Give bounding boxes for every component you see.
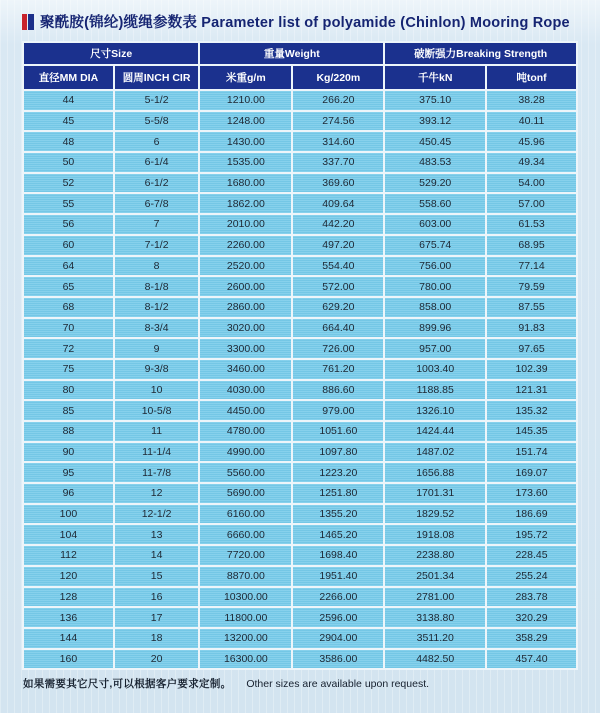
cell: 228.45 — [487, 546, 576, 565]
parameters-table — [22, 41, 578, 670]
cell: 8 — [115, 257, 198, 276]
cell: 369.60 — [293, 174, 383, 193]
cell: 1829.52 — [385, 505, 485, 524]
cell: 780.00 — [385, 277, 485, 296]
cell: 274.56 — [293, 112, 383, 131]
cell: 169.07 — [487, 463, 576, 482]
cell: 1918.08 — [385, 525, 485, 544]
cell: 2010.00 — [200, 215, 291, 234]
table-row — [24, 505, 576, 524]
cell: 97.65 — [487, 339, 576, 358]
table-row — [24, 132, 576, 151]
col-header-circumference: 圆周INCH CIR — [115, 66, 198, 89]
cell: 12-1/2 — [115, 505, 198, 524]
cell: 45 — [24, 112, 113, 131]
cell: 5560.00 — [200, 463, 291, 482]
cell: 979.00 — [293, 401, 383, 420]
table-row — [24, 153, 576, 172]
cell: 1698.40 — [293, 546, 383, 565]
cell: 1680.00 — [200, 174, 291, 193]
cell: 91.83 — [487, 319, 576, 338]
cell: 375.10 — [385, 91, 485, 110]
cell: 2904.00 — [293, 629, 383, 648]
cell: 96 — [24, 484, 113, 503]
cell: 60 — [24, 236, 113, 255]
cell: 186.69 — [487, 505, 576, 524]
table-row — [24, 112, 576, 131]
cell: 1326.10 — [385, 401, 485, 420]
cell: 12 — [115, 484, 198, 503]
cell: 1430.00 — [200, 132, 291, 151]
cell: 11800.00 — [200, 608, 291, 627]
cell: 135.32 — [487, 401, 576, 420]
cell: 16300.00 — [200, 650, 291, 669]
footnote — [23, 676, 578, 691]
cell: 858.00 — [385, 298, 485, 317]
cell: 38.28 — [487, 91, 576, 110]
cell: 55 — [24, 194, 113, 213]
cell: 5-5/8 — [115, 112, 198, 131]
cell: 9-3/8 — [115, 360, 198, 379]
cell: 3300.00 — [200, 339, 291, 358]
col-header-gram-per-meter: 米重g/m — [200, 66, 291, 89]
group-header-size: 尺寸Size — [24, 43, 198, 64]
cell: 15 — [115, 567, 198, 586]
cell: 8870.00 — [200, 567, 291, 586]
cell: 664.40 — [293, 319, 383, 338]
cell: 756.00 — [385, 257, 485, 276]
cell: 358.29 — [487, 629, 576, 648]
cell: 554.40 — [293, 257, 383, 276]
cell: 18 — [115, 629, 198, 648]
cell: 2238.80 — [385, 546, 485, 565]
cell: 1051.60 — [293, 422, 383, 441]
table-row — [24, 319, 576, 338]
cell: 68 — [24, 298, 113, 317]
table-row — [24, 360, 576, 379]
cell: 457.40 — [487, 650, 576, 669]
cell: 9 — [115, 339, 198, 358]
table-header — [24, 43, 576, 89]
cell: 6 — [115, 132, 198, 151]
cell: 675.74 — [385, 236, 485, 255]
cell: 2501.34 — [385, 567, 485, 586]
blue-bar-icon — [28, 14, 34, 30]
table-row — [24, 194, 576, 213]
cell: 2781.00 — [385, 588, 485, 607]
cell: 450.45 — [385, 132, 485, 151]
cell: 1656.88 — [385, 463, 485, 482]
cell: 68.95 — [487, 236, 576, 255]
table-row — [24, 215, 576, 234]
cell: 11-1/4 — [115, 443, 198, 462]
cell: 128 — [24, 588, 113, 607]
cell: 8-1/2 — [115, 298, 198, 317]
table-row — [24, 257, 576, 276]
cell: 16 — [115, 588, 198, 607]
cell: 3586.00 — [293, 650, 383, 669]
cell: 483.53 — [385, 153, 485, 172]
cell: 2260.00 — [200, 236, 291, 255]
cell: 1248.00 — [200, 112, 291, 131]
cell: 10300.00 — [200, 588, 291, 607]
cell: 5-1/2 — [115, 91, 198, 110]
cell: 337.70 — [293, 153, 383, 172]
table-row — [24, 298, 576, 317]
cell: 13200.00 — [200, 629, 291, 648]
cell: 529.20 — [385, 174, 485, 193]
table-body — [24, 91, 576, 668]
page-title — [22, 11, 578, 32]
table-row — [24, 629, 576, 648]
cell: 61.53 — [487, 215, 576, 234]
cell: 151.74 — [487, 443, 576, 462]
cell: 266.20 — [293, 91, 383, 110]
group-header-breaking-strength: 破断强力Breaking Strength — [385, 43, 576, 64]
cell: 629.20 — [293, 298, 383, 317]
cell: 13 — [115, 525, 198, 544]
cell: 2520.00 — [200, 257, 291, 276]
page-title-text: 聚酰胺(锦纶)缆绳参数表 Parameter list of polyamide (Chinlon) Mooring Rope — [40, 15, 570, 31]
cell: 79.59 — [487, 277, 576, 296]
cell: 95 — [24, 463, 113, 482]
cell: 80 — [24, 381, 113, 400]
cell: 90 — [24, 443, 113, 462]
cell: 4780.00 — [200, 422, 291, 441]
cell: 173.60 — [487, 484, 576, 503]
cell: 3460.00 — [200, 360, 291, 379]
group-header-weight: 重量Weight — [200, 43, 383, 64]
cell: 20 — [115, 650, 198, 669]
cell: 48 — [24, 132, 113, 151]
col-header-kg-per-220m: Kg/220m — [293, 66, 383, 89]
cell: 54.00 — [487, 174, 576, 193]
cell: 120 — [24, 567, 113, 586]
cell: 5690.00 — [200, 484, 291, 503]
cell: 3138.80 — [385, 608, 485, 627]
cell: 11 — [115, 422, 198, 441]
cell: 44 — [24, 91, 113, 110]
cell: 558.60 — [385, 194, 485, 213]
red-bar-icon — [22, 14, 27, 30]
table-row — [24, 381, 576, 400]
cell: 11-7/8 — [115, 463, 198, 482]
cell: 1535.00 — [200, 153, 291, 172]
cell: 49.34 — [487, 153, 576, 172]
cell: 1355.20 — [293, 505, 383, 524]
table-row — [24, 339, 576, 358]
cell: 1424.44 — [385, 422, 485, 441]
cell: 112 — [24, 546, 113, 565]
col-header-kn: 千牛kN — [385, 66, 485, 89]
cell: 1210.00 — [200, 91, 291, 110]
cell: 45.96 — [487, 132, 576, 151]
table-row — [24, 174, 576, 193]
cell: 77.14 — [487, 257, 576, 276]
cell: 64 — [24, 257, 113, 276]
cell: 85 — [24, 401, 113, 420]
cell: 14 — [115, 546, 198, 565]
column-header-row — [24, 66, 576, 89]
cell: 409.64 — [293, 194, 383, 213]
cell: 2596.00 — [293, 608, 383, 627]
footnote-zh: 如果需要其它尺寸,可以根据客户要求定制。 — [23, 678, 232, 691]
cell: 314.60 — [293, 132, 383, 151]
table-row — [24, 401, 576, 420]
cell: 7720.00 — [200, 546, 291, 565]
cell: 320.29 — [487, 608, 576, 627]
cell: 4990.00 — [200, 443, 291, 462]
cell: 56 — [24, 215, 113, 234]
table-row — [24, 463, 576, 482]
cell: 10-5/8 — [115, 401, 198, 420]
col-header-diameter: 直径MM DIA — [24, 66, 113, 89]
cell: 603.00 — [385, 215, 485, 234]
cell: 104 — [24, 525, 113, 544]
cell: 40.11 — [487, 112, 576, 131]
cell: 442.20 — [293, 215, 383, 234]
title-bullet-icon — [22, 14, 34, 30]
cell: 17 — [115, 608, 198, 627]
cell: 160 — [24, 650, 113, 669]
cell: 102.39 — [487, 360, 576, 379]
cell: 8-3/4 — [115, 319, 198, 338]
cell: 6-7/8 — [115, 194, 198, 213]
table-row — [24, 236, 576, 255]
cell: 1223.20 — [293, 463, 383, 482]
cell: 1188.85 — [385, 381, 485, 400]
cell: 497.20 — [293, 236, 383, 255]
cell: 52 — [24, 174, 113, 193]
col-header-tonf: 吨tonf — [487, 66, 576, 89]
cell: 1487.02 — [385, 443, 485, 462]
table-row — [24, 567, 576, 586]
group-header-row — [24, 43, 576, 64]
cell: 283.78 — [487, 588, 576, 607]
cell: 957.00 — [385, 339, 485, 358]
cell: 87.55 — [487, 298, 576, 317]
cell: 899.96 — [385, 319, 485, 338]
table-row — [24, 525, 576, 544]
cell: 393.12 — [385, 112, 485, 131]
cell: 3511.20 — [385, 629, 485, 648]
cell: 65 — [24, 277, 113, 296]
cell: 70 — [24, 319, 113, 338]
cell: 195.72 — [487, 525, 576, 544]
table-row — [24, 608, 576, 627]
cell: 761.20 — [293, 360, 383, 379]
cell: 255.24 — [487, 567, 576, 586]
cell: 10 — [115, 381, 198, 400]
cell: 2600.00 — [200, 277, 291, 296]
cell: 6-1/4 — [115, 153, 198, 172]
cell: 1097.80 — [293, 443, 383, 462]
cell: 50 — [24, 153, 113, 172]
cell: 88 — [24, 422, 113, 441]
cell: 4450.00 — [200, 401, 291, 420]
cell: 1951.40 — [293, 567, 383, 586]
cell: 144 — [24, 629, 113, 648]
cell: 1862.00 — [200, 194, 291, 213]
footnote-en: Other sizes are available upon request. — [246, 678, 430, 691]
cell: 1251.80 — [293, 484, 383, 503]
cell: 100 — [24, 505, 113, 524]
cell: 2266.00 — [293, 588, 383, 607]
cell: 7-1/2 — [115, 236, 198, 255]
table-row — [24, 277, 576, 296]
table-row — [24, 546, 576, 565]
cell: 572.00 — [293, 277, 383, 296]
cell: 6-1/2 — [115, 174, 198, 193]
table-row — [24, 588, 576, 607]
cell: 1701.31 — [385, 484, 485, 503]
cell: 4482.50 — [385, 650, 485, 669]
table-row — [24, 650, 576, 669]
cell: 75 — [24, 360, 113, 379]
cell: 7 — [115, 215, 198, 234]
table-row — [24, 443, 576, 462]
cell: 726.00 — [293, 339, 383, 358]
cell: 121.31 — [487, 381, 576, 400]
cell: 4030.00 — [200, 381, 291, 400]
table-row — [24, 484, 576, 503]
cell: 1465.20 — [293, 525, 383, 544]
cell: 886.60 — [293, 381, 383, 400]
cell: 8-1/8 — [115, 277, 198, 296]
cell: 6660.00 — [200, 525, 291, 544]
table-row — [24, 91, 576, 110]
cell: 2860.00 — [200, 298, 291, 317]
cell: 6160.00 — [200, 505, 291, 524]
cell: 136 — [24, 608, 113, 627]
cell: 145.35 — [487, 422, 576, 441]
cell: 57.00 — [487, 194, 576, 213]
cell: 72 — [24, 339, 113, 358]
cell: 3020.00 — [200, 319, 291, 338]
table-row — [24, 422, 576, 441]
cell: 1003.40 — [385, 360, 485, 379]
